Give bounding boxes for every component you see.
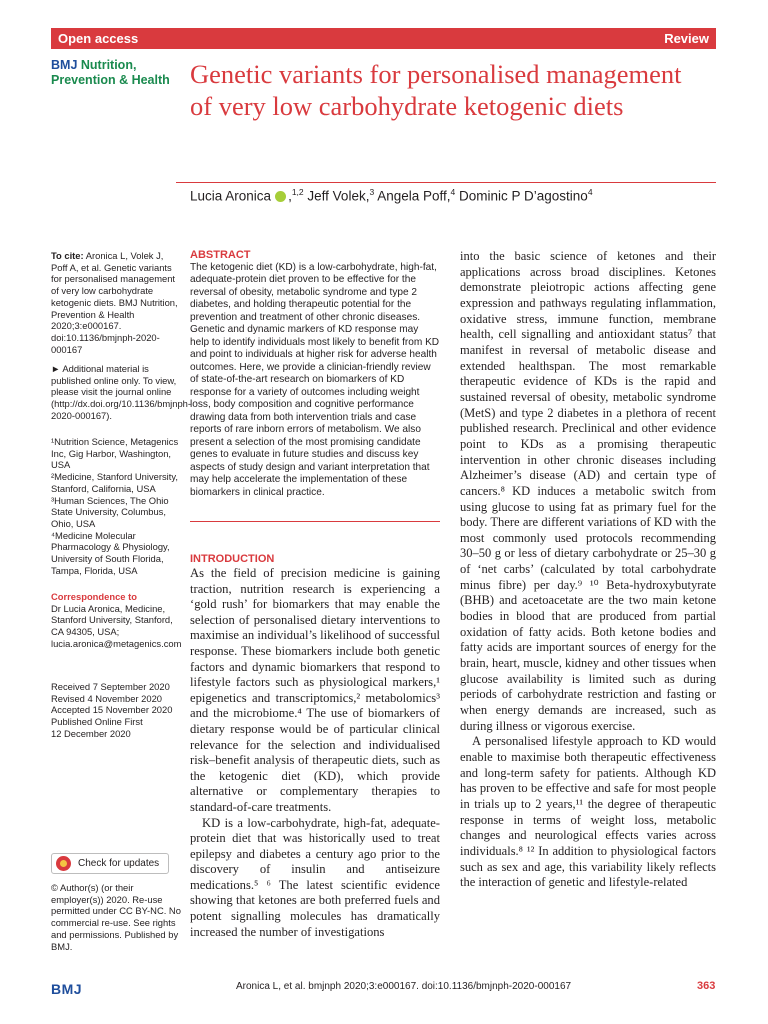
abstract-divider [190, 521, 440, 522]
right-column [460, 249, 716, 891]
author-4[interactable]: Dominic P D’agostino [455, 188, 588, 204]
article-title: Genetic variants for personalised management of very low carbohydrate ketogenic diets [190, 59, 682, 121]
cite-text: Aronica L, Volek J, Poff A, et al. Genetic variants for personalised management of very low carbohydrate ketogenic diets. BMJ Nutrition, Prevention & Health 2020;3:e000167. doi:10.1136/bmjnph-2020-000167 [51, 250, 178, 355]
journal-logo[interactable] [51, 58, 181, 88]
accepted-date: Accepted 15 November 2020 [51, 704, 173, 716]
abstract-heading: ABSTRACT [190, 249, 251, 261]
journal-name-line1: Nutrition, [77, 58, 137, 72]
footer-citation: Aronica L, et al. bmjnph 2020;3:e000167. doi:10.1136/bmjnph-2020-000167 [236, 981, 572, 992]
affiliation-4: ⁴Medicine Molecular Pharmacology & Physiology, University of South Florida, Tampa, Florida, USA [51, 529, 170, 576]
page-number: 363 [697, 980, 716, 992]
open-access-label: Open access [58, 31, 139, 46]
journal-name-line2: Prevention & Health [51, 73, 170, 87]
author-list: Lucia Aronica ,$^{1,2}$ Jeff Volek,$^3$ Angela Poff,$^4$ Dominic P D’agostino$^4$ [190, 187, 593, 204]
author-4-affil: 4 [587, 187, 593, 197]
correspondence-text[interactable]: Dr Lucia Aronica, Medicine, Stanford University, Stanford, CA 94305, USA; lucia.aronica@metagenics.com [51, 602, 182, 649]
title-divider [176, 182, 716, 183]
bmj-footer-logo[interactable]: BMJ [51, 981, 83, 997]
author-2[interactable]: Jeff Volek, [303, 188, 370, 204]
received-date: Received 7 September 2020 [51, 681, 170, 692]
correspondence [51, 591, 181, 650]
intro-paragraph-1: As the field of precision medicine is gaining traction, nutrition research is experiencing a ‘gold rush’ for biomarkers that may enable the selection of personalised dietary interventions to maximise an individual’s likelihood of successful response. These biomarkers include both genetic factors and dynamic biomarkers that respond to lifestyle factors such as physiological markers,¹ epigenetics and transcriptomics,² metabolomics³ and the microbiome.⁴ The use of biomarkers of dietary response would be of particular clinical relevance for the selection and individualised risk–benefit analysis of therapeutic diets, such as the ketogenic diet (KD), which provide alternative or complementary therapies to standard-of-care treatments. [190, 566, 440, 814]
additional-material-text: ► Additional material is published online only. To view, please visit the journal online (http://dx.doi.org/10.1136/bmjnph-2020-000167). [51, 363, 192, 421]
author-1-affil: 1,2 [291, 187, 304, 197]
citation-block [51, 250, 181, 355]
check-for-updates-button[interactable] [51, 853, 169, 874]
check-updates-icon [56, 856, 71, 871]
author-3[interactable]: Angela Poff, [374, 188, 451, 204]
copyright-text: © Author(s) (or their employer(s)) 2020. Re-use permitted under CC BY-NC. No commercial re-use. See rights and permissions. Published by BMJ. [51, 882, 181, 952]
affiliation-3: ³Human Sciences, The Ohio State University, Columbus, Ohio, USA [51, 494, 169, 529]
abstract-section [190, 249, 440, 499]
author-3-affil: 4 [450, 187, 456, 197]
article-type-label: Review [664, 31, 709, 46]
introduction-heading: INTRODUCTION [190, 553, 275, 565]
affiliation-1: ¹Nutrition Science, Metagenics Inc, Gig Harbor, Washington, USA [51, 436, 179, 471]
affiliations [51, 436, 181, 576]
check-updates-label: Check for updates [78, 858, 160, 869]
article-dates [51, 681, 181, 740]
revised-date: Revised 4 November 2020 [51, 692, 162, 704]
published-label: Published Online First [51, 716, 143, 728]
author-1[interactable]: Lucia Aronica [190, 188, 272, 204]
cite-label: To cite: [51, 250, 84, 261]
correspondence-label: Correspondence to [51, 591, 137, 602]
col2-paragraph-1: into the basic science of ketones and their applications across broad disciplines. Ketones demonstrate pleiotropic actions affecting gene expression and pathways regulating inflammation, oxidative stress, immune function, membrane health, cell signalling and antioxidant status⁷ that manifest in reversal of metabolic disease and extended healthspan. The most remarkable therapeutic evidence of KDs is the rapid and sustained reversal of obesity, metabolic syndrome (MetS) and type 2 diabetes in a plethora of recent published research. Preclinical and other evidence point to KDs as a promising therapeutic intervention in other chronic diseases including Alzheimer’s disease (AD) and certain type of cancers.⁸ KD induces a metabolic switch from using glucose to using fat as primary fuel for the body. There are different variations of KD with the most commonly used protocols recommending 30–50 g or less of dietary carbohydrate or 25–30 g of ‘net carbs’ (calculated by total carbohydrate minus fibre) per day.⁹ ¹⁰ Beta-hydroxybutyrate (BHB) and acetoacetate are the two main ketone bodies in blood that are produced from partial oxidation of fatty acids. Both ketone bodies and fatty acids are important sources of energy for the brain, heart, muscle, kidney and other tissues when glucose availability is limited such as during periods of carbohydrate restriction and fasting or when energy demands are increased, such as during illness or vigorous exercise. [460, 249, 716, 733]
intro-paragraph-2: KD is a low-carbohydrate, high-fat, adequate-protein diet that was historically used to treat epilepsy and diabetes a century ago prior to the discovery of insulin and antiseizure medications.⁵ ⁶ The latest scientific evidence showing that ketones are both preferred fuels and potent signalling molecules has dramatically increased the number of investigations [190, 815, 440, 939]
col2-paragraph-2: A personalised lifestyle approach to KD would enable to maximise both therapeutic effectiveness and long-term safety for patients. Although KD has proven to be effective and safe for most people in trials up to 2 years,¹¹ the degree of therapeutic response in terms of weight loss, metabolic changes and neurological effects varies across individuals.⁸ ¹² In addition to physiological factors such as sex and age, this variability likely reflects the interaction of genetic and lifestyle-related [460, 734, 716, 890]
affiliation-2: ²Medicine, Stanford University, Stanford, California, USA [51, 471, 178, 494]
introduction-section [190, 553, 440, 940]
author-2-affil: 3 [369, 187, 375, 197]
header-bar [51, 28, 716, 49]
published-date: 12 December 2020 [51, 727, 131, 739]
abstract-text: The ketogenic diet (KD) is a low-carbohydrate, high-fat, adequate-protein diet proven to be effective for the reversal of obesity, metabolic syndrome and type 2 diabetes, and holding therapeutic potential for the prevention and treatment of other chronic diseases. Genetic and dynamic markers of KD response may help to identify individuals most likely to benefit from KD and point to individuals at higher risk for adverse health outcomes. Here, we provide a clinician-friendly review of state-of-the-art research on biomarkers of KD response for a variety of outcomes including weight loss, body composition and cognitive performance drawing data from both intervention trials and case reports of rare inborn errors of metabolism. We also present a selection of the most promising candidate genes to evaluate in future studies and discuss key aspects of study design and variant interpretation that may help accelerate the implementation of these biomarkers in clinical practice. [190, 261, 440, 498]
orcid-icon[interactable] [275, 191, 286, 202]
additional-material[interactable] [51, 363, 192, 422]
journal-brand: BMJ [51, 58, 78, 72]
copyright-notice [51, 882, 181, 952]
